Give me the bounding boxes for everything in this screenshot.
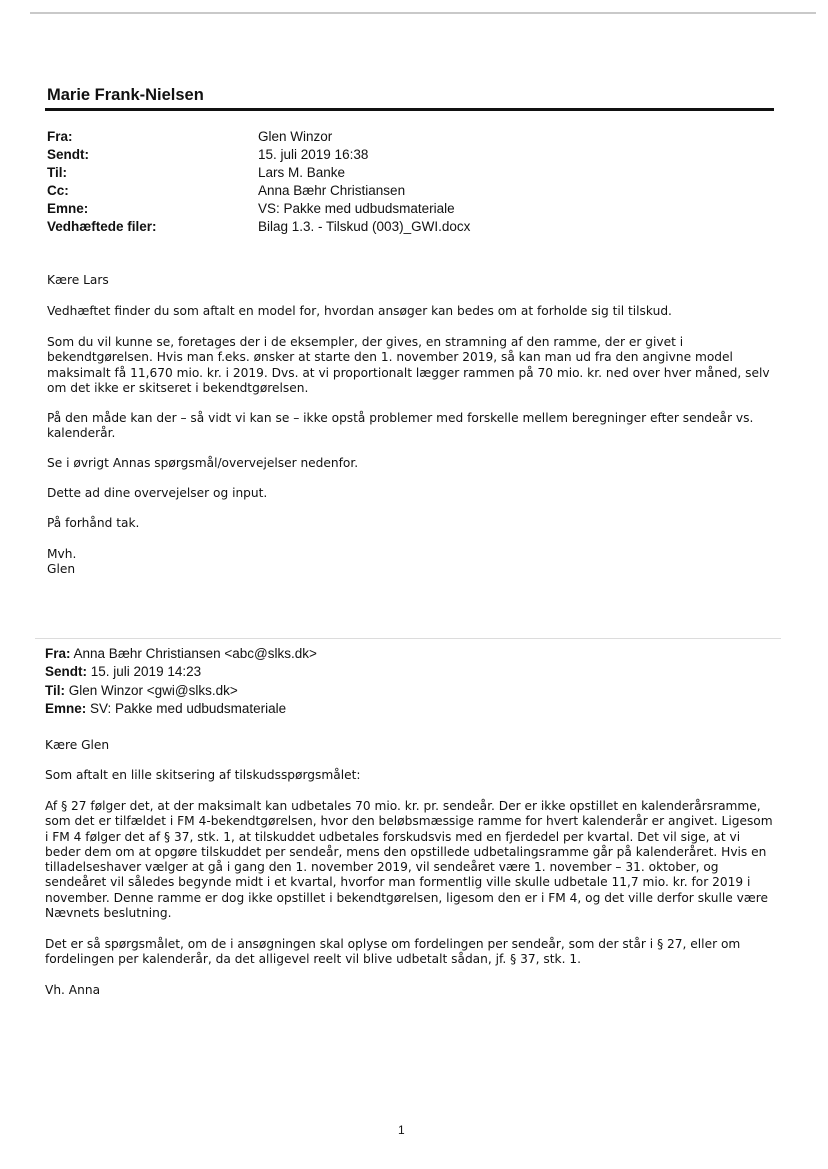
- forward-separator: [35, 638, 781, 639]
- greeting: Kære Lars: [47, 273, 109, 287]
- forward-from-value: Anna Bæhr Christiansen <abc@slks.dk>: [73, 646, 317, 661]
- attachments-label: Vedhæftede filer:: [47, 219, 157, 234]
- top-divider: [30, 12, 816, 14]
- forward-greeting: Kære Glen: [45, 738, 110, 752]
- forward-sent-label: Sendt:: [45, 664, 87, 679]
- body-paragraph: Se i øvrigt Annas spørgsmål/overvejelser nedenfor.: [47, 456, 359, 470]
- forward-paragraph: Som aftalt en lille skitsering af tilskudsspørgsmålet:: [45, 768, 361, 782]
- forward-paragraph: Det er så spørgsmålet, om de i ansøgningen skal oplyse om fordelingen per sendeår, som der står i § 27, eller om fordelingen per kalenderår, da det alligevel reelt vil blive udbetalt sådan, jf. § 37, stk. 1.: [45, 937, 741, 967]
- forward-sent-value: 15. juli 2019 14:23: [90, 664, 202, 679]
- forward-from-label: Fra:: [45, 646, 71, 661]
- from-label: Fra:: [47, 129, 73, 144]
- signature-name: Glen: [47, 562, 76, 576]
- forward-subject-label: Emne:: [45, 701, 87, 716]
- forward-to-value: Glen Winzor <gwi@slks.dk>: [68, 683, 238, 698]
- sent-label: Sendt:: [47, 147, 89, 162]
- forward-to-label: Til:: [45, 683, 65, 698]
- page-number: 1: [398, 1123, 405, 1137]
- body-paragraph: Dette ad dine overvejelser og input.: [47, 486, 268, 500]
- cc-label: Cc:: [47, 183, 69, 198]
- attachment-link[interactable]: Bilag 1.3. - Tilskud (003)_GWI.docx: [258, 219, 471, 234]
- from-value: Glen Winzor: [258, 129, 333, 144]
- mailbox-owner-name: Marie Frank-Nielsen: [47, 86, 204, 104]
- forward-from: [45, 645, 317, 663]
- to-value: Lars M. Banke: [258, 165, 346, 180]
- body-paragraph: På den måde kan der – så vidt vi kan se – ikke opstå problemer med forskelle mellem beregninger efter sendeår vs. kalenderår.: [47, 411, 754, 441]
- forward-paragraph: Af § 27 følger det, at der maksimalt kan udbetales 70 mio. kr. pr. sendeår. Der er ikke opstillet en kalenderårsramme, som det er tilfældet i FM 4-bekendtgørelsen, hvor den beløbsmæssige ramme for hvert kalenderår er angivet. Ligesom i FM 4 følger det af § 37, stk. 1, at tilskuddet udbetales forskudsvis med en fjerdedel per kvartal. Det vil sige, at vi beder dem om at opgøre tilskuddet per sendeår, mens den opstillede udbetalingsramme går på kalenderåret. Hvis en tilladelseshaver vælger at gå i gang den 1. november 2019, vil sendeåret være 1. november – 31. oktober, og sendeåret vil således begynde midt i et kvartal, hvorfor man formentlig ville skulle udbetale 11,7 mio. kr. for 2019 i november. Denne ramme er dog ikke opstillet i bekendtgørelsen, ligesom den er i FM 4, og det ville derfor skulle være Nævnets beslutning.: [45, 799, 773, 921]
- forward-sent: [45, 663, 201, 681]
- subject-value: VS: Pakke med udbudsmateriale: [258, 201, 455, 216]
- sent-value: 15. juli 2019 16:38: [258, 147, 369, 162]
- to-label: Til:: [47, 165, 67, 180]
- signoff: Mvh.: [47, 547, 77, 561]
- body-paragraph: Vedhæftet finder du som aftalt en model for, hvordan ansøger kan bedes om at forholde sig til tilskud.: [47, 304, 672, 318]
- body-paragraph: Som du vil kunne se, foretages der i de eksempler, der gives, en stramning af den ramme, der er givet i bekendtgørelsen. Hvis man f.eks. ønsker at starte den 1. november 2019, så kan man ud fra den angivne model maksimalt få 11,670 mio. kr. i 2019. Dvs. at vi proportionalt lægger rammen på 70 mio. kr. ned over hver måned, selv om det ikke er skitseret i bekendtgørelsen.: [47, 335, 770, 395]
- body-paragraph: På forhånd tak.: [47, 516, 140, 530]
- forward-subject-value: SV: Pakke med udbudsmateriale: [90, 701, 287, 716]
- forward-subject: [45, 700, 286, 718]
- cc-value: Anna Bæhr Christiansen: [258, 183, 406, 198]
- header-rule: [45, 108, 774, 111]
- subject-label: Emne:: [47, 201, 89, 216]
- forward-to: [45, 682, 238, 700]
- forward-signoff: Vh. Anna: [45, 983, 101, 997]
